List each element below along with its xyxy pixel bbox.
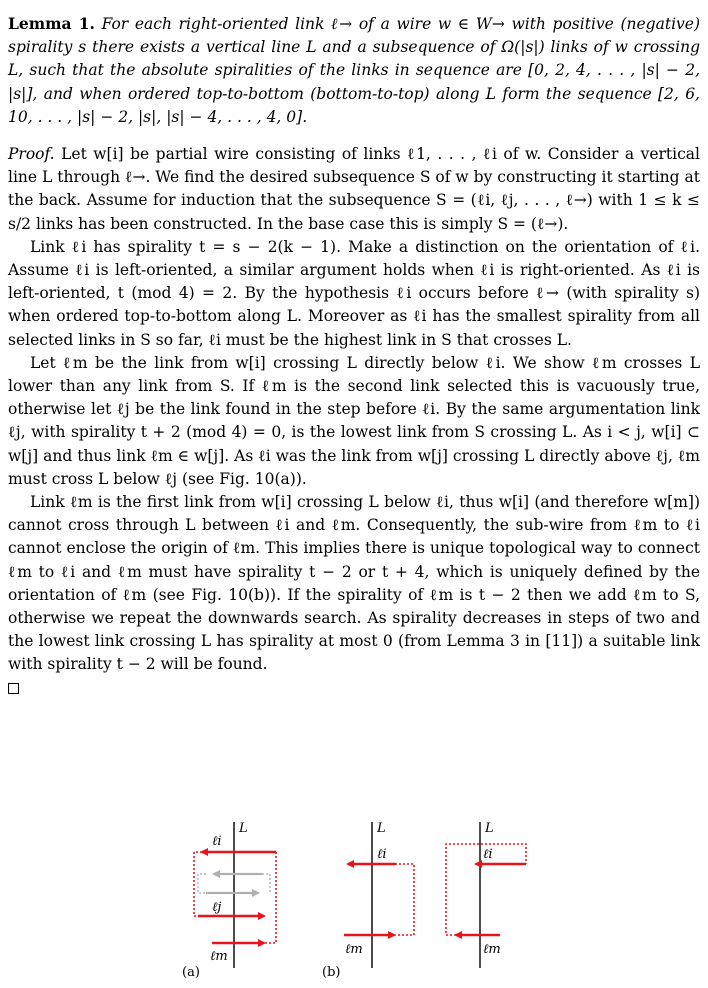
wire-b1	[394, 864, 414, 935]
caption-a: (a)	[182, 965, 200, 980]
qed-symbol	[8, 683, 19, 694]
proof-paragraph-2: Link ℓi has spirality t = s − 2(k − 1). Make a distinction on the orientation of ℓi. Assume ℓi is left-oriented, a similar argument holds when ℓi is right-oriented. As ℓi is left-oriented, t (mod 4) = 2. By the hypothesis ℓi occurs before ℓ→ (with spirality s) when ordered top-to-bottom along L. Moreover as ℓi has the smallest spirality from all selected links in S so far, ℓi must be the highest link in S that crosses L.	[8, 237, 700, 349]
proof-paragraph-4: Link ℓm is the first link from w[i] crossing L below ℓi, thus w[i] (and therefore w[m]) cannot cross through L between ℓi and ℓm. Consequently, the sub-wire from ℓm to ℓi cannot enclose the origin of ℓm. This implies there is unique topological way to connect ℓm to ℓi and ℓm must have spirality t − 2 or t + 4, which is uniquely defined by the orientation of ℓm (see Fig. 10(b)). If the spirality of ℓm is t − 2 then we add ℓm to S, otherwise we repeat the downwards search. As spirality decreases in steps of two and the lowest link crossing L has spirality at most 0 (from Lemma 3 in [11]) a suitable link with spirality t − 2 will be found.	[8, 493, 700, 674]
panel-a	[182, 821, 276, 980]
paper-page	[8, 12, 700, 698]
wire-right	[264, 852, 276, 943]
ghost-connector-right	[262, 874, 270, 893]
link-li-label-b1: ℓi	[377, 847, 387, 862]
link-li-label: ℓi	[212, 834, 222, 849]
panel-b-left	[322, 821, 414, 980]
line-label-b2: L	[485, 821, 494, 836]
line-label-b1: L	[377, 821, 386, 836]
lemma-text: For each right-oriented link ℓ→ of a wire w ∈ W→ with positive (negative) spirality s there exists a vertical line L and a subsequence of Ω(|s|) links of w crossing L, such that the absolute spiralities of the links in sequence are [0, 2, 4, . . . , |s| − 2, |s|], and when ordered top-to-bottom (bottom-to-top) along L form the sequence [2, 6, 10, . . . , |s| − 2, |s|, |s| − 4, . . . , 4, 0].	[8, 15, 701, 126]
link-lm-label-b1: ℓm	[345, 942, 363, 957]
link-lm-label: ℓm	[210, 949, 228, 964]
caption-b: (b)	[322, 965, 341, 980]
lemma-statement	[8, 12, 700, 129]
panel-b-right	[446, 821, 526, 968]
ghost-connector-left	[198, 874, 206, 893]
line-label: L	[239, 821, 248, 836]
link-lj-label: ℓj	[212, 900, 222, 915]
proof-text-1: Let w[i] be partial wire consisting of links ℓ1, . . . , ℓi of w. Consider a vertical line L through ℓ→. We find the desired subsequence S of w by constructing it starting at the back. Assume for induction that the subsequence S = (ℓi, ℓj, . . . , ℓ→) with 1 ≤ k ≤ s/2 links has been constructed. In the base case this is simply S = (ℓ→).	[8, 145, 700, 233]
proof-label: Proof.	[8, 145, 55, 164]
proof-paragraph-3: Let ℓm be the link from w[i] crossing L directly below ℓi. We show ℓm crosses L lower than any link from S. If ℓm is the second link selected this is vacuously true, otherwise let ℓj be the link found in the step before ℓi. By the same argumentation link ℓj, with spirality t + 2 (mod 4) = 0, is the lowest link from S crossing L. As i < j, w[i] ⊂ w[j] and thus link ℓm ∈ w[j]. As ℓi was the link from w[j] crossing L directly above ℓj, ℓm must cross L below ℓj (see Fig. 10(a)).	[8, 353, 700, 488]
link-lm-label-b2: ℓm	[483, 942, 501, 957]
link-li-label-b2: ℓi	[483, 847, 493, 862]
proof-paragraph-1	[8, 143, 700, 236]
figure-10	[0, 800, 708, 988]
lemma-label: Lemma 1.	[8, 14, 95, 33]
